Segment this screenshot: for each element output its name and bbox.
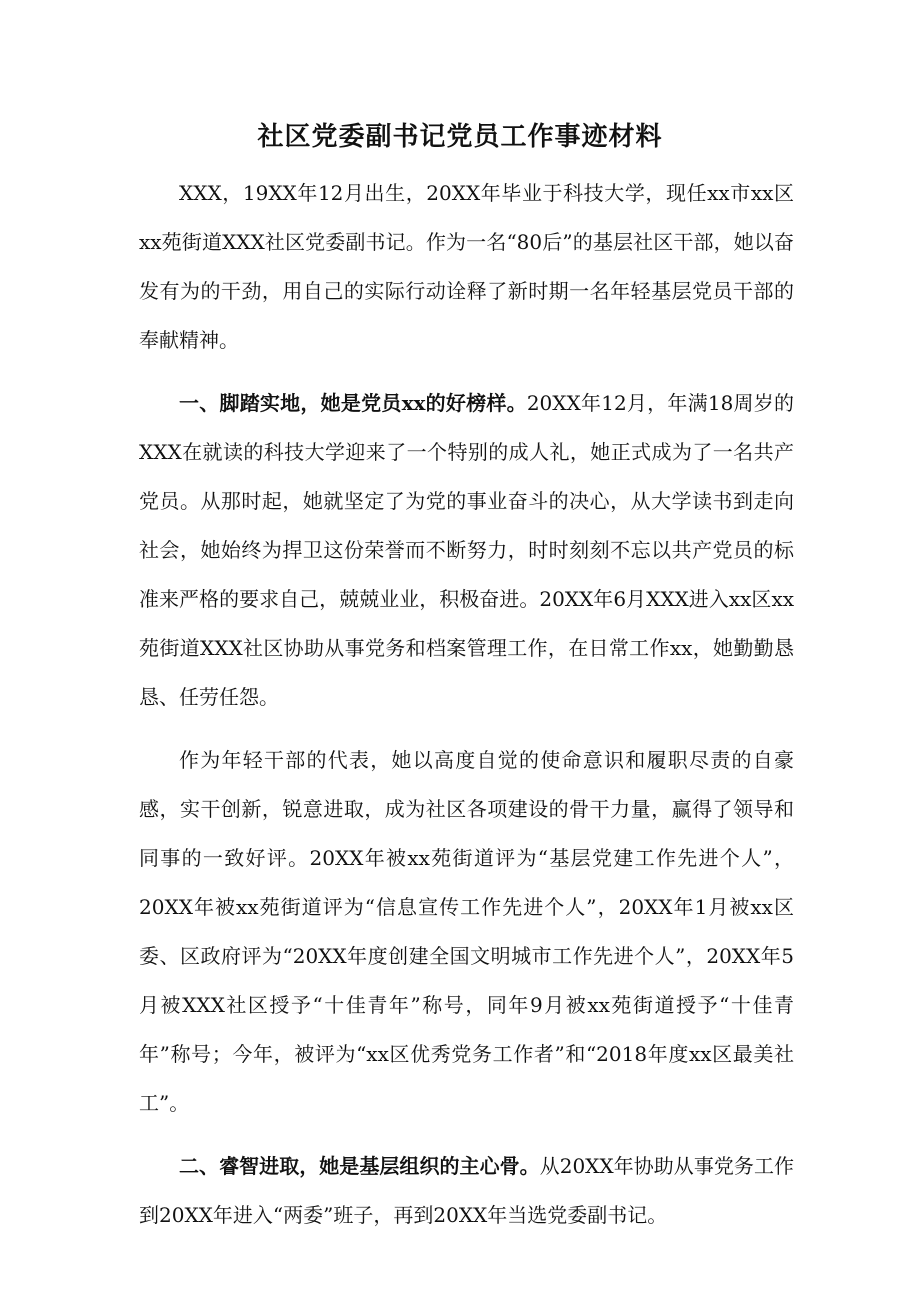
paragraph-text: 20XX年12月，年满18周岁的XXX在就读的科技大学迎来了一个特别的成人礼，她正式成为了一名共产党员。从那时起，她就坚定了为党的事业奋斗的决心，从大学读书到走向社会，她始终为捍卫这份荣誉而不断努力，时时刻刻不忘以共产党员的标准来严格的要求自己，兢兢业业，积极奋进。20XX年6月XXX进入xx区xx苑街道XXX社区协助从事党务和档案管理工作，在日常工作xx，她勤勤恳恳、任劳任怨。 [139, 391, 794, 709]
section-two-heading: 二、睿智进取，她是基层组织的主心骨。 [179, 1154, 540, 1178]
paragraph-text: XXX，19XX年12月出生，20XX年毕业于科技大学，现任xx市xx区xx苑街道XXX社区党委副书记。作为一名“80后”的基层社区干部，她以奋发有为的干劲，用自己的实际行动诠释了新时期一名年轻基层党员干部的奉献精神。 [139, 181, 794, 352]
section-one-heading: 一、脚踏实地，她是党员xx的好榜样。 [179, 391, 527, 415]
paragraph-honors [139, 736, 794, 1128]
paragraph-section-two [139, 1142, 794, 1240]
paragraph-text: 作为年轻干部的代表，她以高度自觉的使命意识和履职尽责的自豪感，实干创新，锐意进取，成为社区各项建设的骨干力量，赢得了领导和同事的一致好评。20XX年被xx苑街道评为“基层党建工作先进个人”，20XX年被xx苑街道评为“信息宣传工作先进个人”，20XX年1月被xx区委、区政府评为“20XX年度创建全国文明城市工作先进个人”，20XX年5月被XXX社区授予“十佳青年”称号，同年9月被xx苑街道授予“十佳青年”称号；今年，被评为“xx区优秀党务工作者”和“2018年度xx区最美社工”。 [139, 748, 794, 1115]
paragraph-section-one [139, 379, 794, 722]
document-body [139, 169, 794, 1254]
paragraph-intro [139, 169, 794, 365]
paragraph-text: 从20XX年协助从事党务工作到20XX年进入“两委”班子，再到20XX年当选党委副书记。 [139, 1154, 794, 1227]
document-title: 社区党委副书记党员工作事迹材料 [257, 122, 663, 152]
